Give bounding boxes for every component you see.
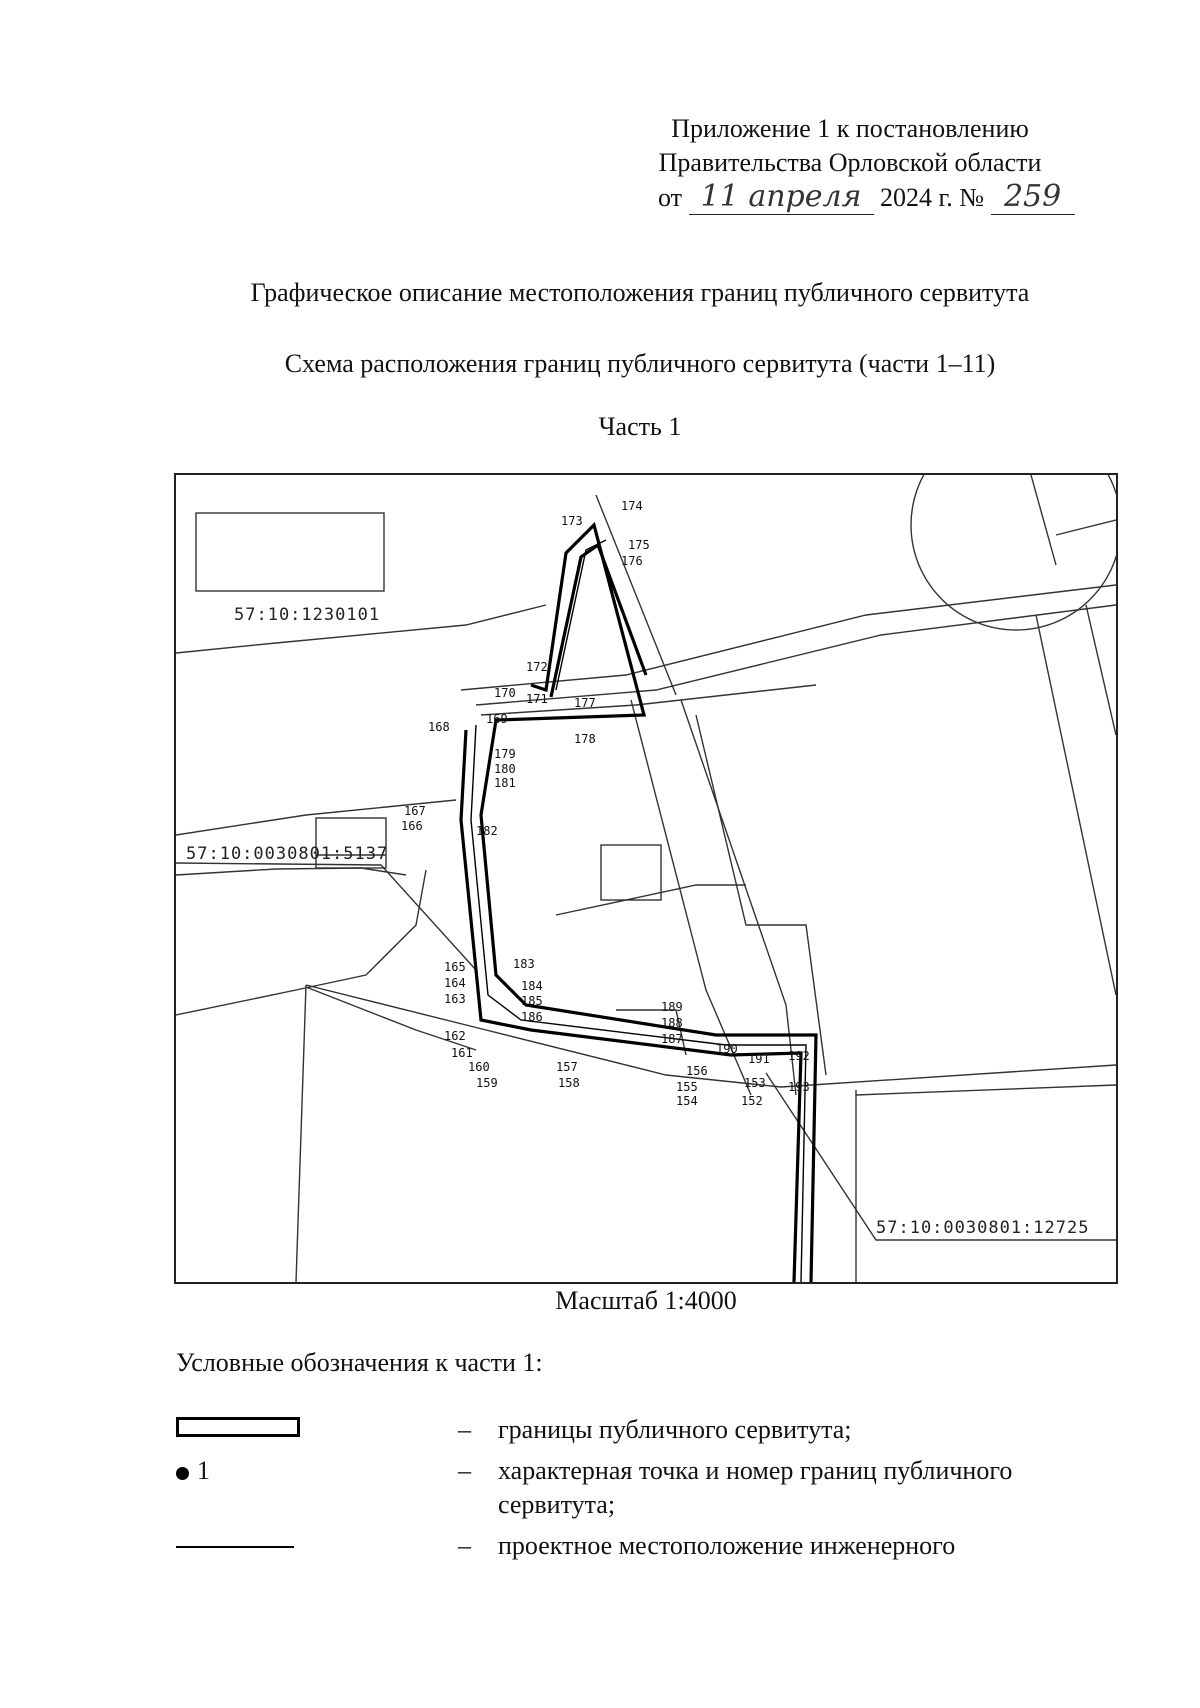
point-label: 164: [444, 976, 466, 990]
point-label: 162: [444, 1029, 466, 1043]
parcel-line: [856, 1085, 1116, 1095]
legend-text: границы публичного сервитута;: [498, 1415, 852, 1444]
point-label: 188: [661, 1016, 683, 1030]
point-label: 166: [401, 819, 423, 833]
legend-dash: –: [458, 1456, 471, 1485]
point-label: 167: [404, 804, 426, 818]
point-label: 171: [526, 692, 548, 706]
point-label: 161: [451, 1046, 473, 1060]
point-label: 175: [628, 538, 650, 552]
parcel-line: [176, 868, 406, 875]
part-heading: Часть 1: [598, 412, 682, 441]
legend-text: проектное местоположение инженерного: [498, 1531, 956, 1560]
point-label: 159: [476, 1076, 498, 1090]
parcel-line: [1031, 475, 1056, 565]
parcel-line: [296, 985, 306, 1282]
cadastral-number-2: 57:10:0030801:5137: [186, 844, 389, 864]
round-feature: [911, 475, 1116, 630]
point-label: 172: [526, 660, 548, 674]
point-label: 177: [574, 696, 596, 710]
point-label: 173: [561, 514, 583, 528]
point-label: 185: [521, 994, 543, 1008]
date-prefix: от: [658, 183, 683, 212]
point-label: 160: [468, 1060, 490, 1074]
point-label: 153: [744, 1076, 766, 1090]
legend-title: Условные обозначения к части 1:: [176, 1348, 543, 1377]
point-label: 154: [676, 1094, 698, 1108]
handwritten-number: 259: [991, 180, 1075, 215]
date-year: 2024 г. №: [880, 183, 985, 212]
handwritten-date: 11 апреля: [689, 180, 874, 215]
point-label: 174: [621, 499, 643, 513]
boundary-symbol: [176, 1417, 300, 1437]
callout-leader: [176, 863, 476, 970]
legend-dash: –: [458, 1415, 471, 1444]
appendix-header: [600, 112, 1100, 180]
point-label: 163: [444, 992, 466, 1006]
point-symbol: [176, 1454, 210, 1488]
road-edge: [476, 605, 1116, 705]
point-label: 191: [748, 1052, 770, 1066]
point-label: 184: [521, 979, 543, 993]
point-label: 155: [676, 1080, 698, 1094]
point-label: 180: [494, 762, 516, 776]
parcel-line: [176, 870, 426, 1015]
line-symbol: [176, 1546, 294, 1548]
point-label: 178: [574, 732, 596, 746]
point-label: 181: [494, 776, 516, 790]
map-drawing: [176, 475, 1116, 1282]
header-line-1: Приложение 1 к постановлению: [671, 114, 1029, 143]
point-label: 187: [661, 1032, 683, 1046]
building-outline: [601, 845, 661, 900]
point-label: 179: [494, 747, 516, 761]
parcel-line: [696, 715, 826, 1075]
point-dot-icon: [176, 1467, 189, 1480]
point-label: 183: [513, 957, 535, 971]
legend-dash: –: [458, 1531, 471, 1560]
parcel-outline: [196, 513, 384, 591]
point-label: 157: [556, 1060, 578, 1074]
point-label: 156: [686, 1064, 708, 1078]
point-label: 193: [788, 1080, 810, 1094]
parcel-line: [596, 495, 676, 695]
document-subtitle: Схема расположения границ публичного сервитута (части 1–11): [284, 349, 996, 378]
point-label: 170: [494, 686, 516, 700]
parcel-line: [1056, 520, 1116, 535]
document-title: Графическое описание местоположения границ публичного сервитута: [250, 278, 1030, 307]
point-label: 158: [558, 1076, 580, 1090]
decree-date-line: [658, 180, 1075, 215]
parcel-line: [1086, 605, 1116, 735]
point-label: 165: [444, 960, 466, 974]
servitude-map: [174, 473, 1118, 1284]
cadastral-number-3: 57:10:0030801:12725: [876, 1218, 1090, 1238]
point-label: 182: [476, 824, 498, 838]
point-symbol-label: 1: [197, 1456, 210, 1485]
callout-leader: [766, 1073, 1116, 1240]
point-label: 168: [428, 720, 450, 734]
point-label: 190: [716, 1042, 738, 1056]
point-label: 169: [486, 712, 508, 726]
map-scale: Масштаб 1:4000: [555, 1286, 737, 1315]
legend-text: характерная точка и номер границ публичного сервитута;: [498, 1456, 1013, 1519]
parcel-line: [1036, 615, 1116, 995]
point-label: 189: [661, 1000, 683, 1014]
header-line-2: Правительства Орловской области: [658, 148, 1042, 177]
point-label: 186: [521, 1010, 543, 1024]
point-label: 176: [621, 554, 643, 568]
servitude-boundary: [461, 525, 816, 1282]
point-label: 152: [741, 1094, 763, 1108]
cadastral-number-1: 57:10:1230101: [234, 605, 381, 625]
point-label: 192: [788, 1049, 810, 1063]
